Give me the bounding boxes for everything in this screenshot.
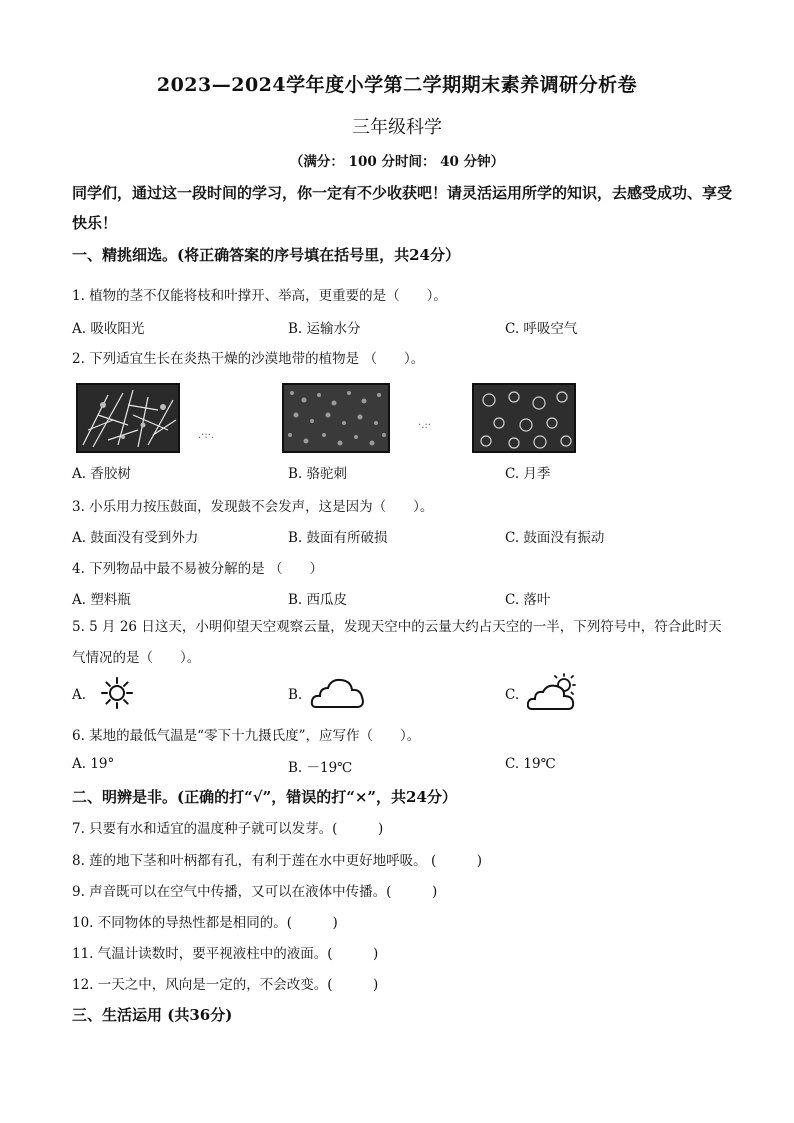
q1-option-c: C. 呼吸空气	[505, 321, 578, 337]
question-3: 3. 小乐用力按压鼓面，发现鼓不会发声，这是因为（ ）。	[72, 499, 434, 515]
q2-option-a: A. 香胶树	[72, 466, 131, 482]
q5-option-c: C.	[505, 687, 520, 703]
question-1: 1. 植物的茎不仅能将枝和叶撑开、举高，更重要的是（ ）。	[72, 288, 447, 304]
q3-option-b: B. 鼓面有所破损	[288, 530, 388, 546]
exam-subtitle: 三年级科学	[352, 117, 442, 138]
judge-item-10: 10. 不同物体的导热性都是相同的。( )	[72, 915, 338, 931]
judge-item-8: 8. 莲的地下茎和叶柄都有孔，有利于莲在水中更好地呼吸。 ( )	[72, 853, 482, 869]
section1-heading: 一、精挑细选。(将正确答案的序号填在括号里，共24分）	[72, 246, 460, 264]
q5-option-a: A.	[72, 687, 87, 703]
question-4: 4. 下列物品中最不易被分解的是 （ ）	[72, 561, 323, 577]
photo-camelthorn	[282, 383, 390, 453]
q6-option-c: C. 19℃	[505, 756, 556, 772]
q1-option-b: B. 运输水分	[288, 321, 361, 337]
scan-specks-2: ·.:·	[418, 420, 431, 431]
exam-meta: （满分： 100 分时间： 40 分钟）	[289, 154, 505, 170]
intro-text: 同学们，通过这一段时间的学习，你一定有不少收获吧！请灵活运用所学的知识，去感受成功、享受快乐！	[72, 184, 733, 232]
judge-item-12: 12. 一天之中，风向是一定的，不会改变。( )	[72, 977, 379, 993]
q6-option-a: A. 19°	[72, 756, 115, 772]
question-6: 6. 某地的最低气温是“零下十九摄氏度”，应写作（ ）。	[72, 728, 421, 744]
q2-option-b: B. 骆驼刺	[288, 466, 348, 482]
section3-heading: 三、生活运用 (共36分)	[72, 1006, 233, 1024]
q4-option-b: B. 西瓜皮	[288, 592, 348, 608]
q5-option-b: B.	[288, 687, 303, 703]
photo-tree	[76, 383, 180, 453]
judge-item-7: 7. 只要有水和适宜的温度种子就可以发芽。( )	[72, 821, 384, 837]
partly-cloudy-icon	[527, 672, 579, 712]
q2-option-c: C. 月季	[505, 466, 551, 482]
judge-item-11: 11. 气温计读数时，要平视液柱中的液面。( )	[72, 946, 379, 962]
question-2: 2. 下列适宜生长在炎热干燥的沙漠地带的植物是 （ ）。	[72, 351, 425, 367]
q3-option-c: C. 鼓面没有振动	[505, 530, 605, 546]
section2-heading: 二、明辨是非。(正确的打“√”，错误的打“×”，共24分）	[72, 788, 457, 806]
q6-option-b: B. －19℃	[288, 760, 353, 776]
q4-option-a: A. 塑料瓶	[72, 592, 131, 608]
cloudy-icon	[310, 676, 366, 710]
scan-specks-1: .·:·.	[198, 430, 215, 441]
sun-icon	[100, 676, 134, 710]
q4-option-c: C. 落叶	[505, 592, 551, 608]
question-5: 5. 5 月 26 日这天，小明仰望天空观察云量，发现天空中的云量大约占天空的一半，下列符号中，符合此时天气情况的是（ ）。	[72, 619, 722, 666]
judge-item-9: 9. 声音既可以在空气中传播，又可以在液体中传播。( )	[72, 884, 438, 900]
photo-rose	[472, 383, 576, 453]
q3-option-a: A. 鼓面没有受到外力	[72, 530, 199, 546]
exam-title: 2023—2024学年度小学第二学期期末素养调研分析卷	[156, 74, 638, 96]
q1-option-a: A. 吸收阳光	[72, 321, 145, 337]
